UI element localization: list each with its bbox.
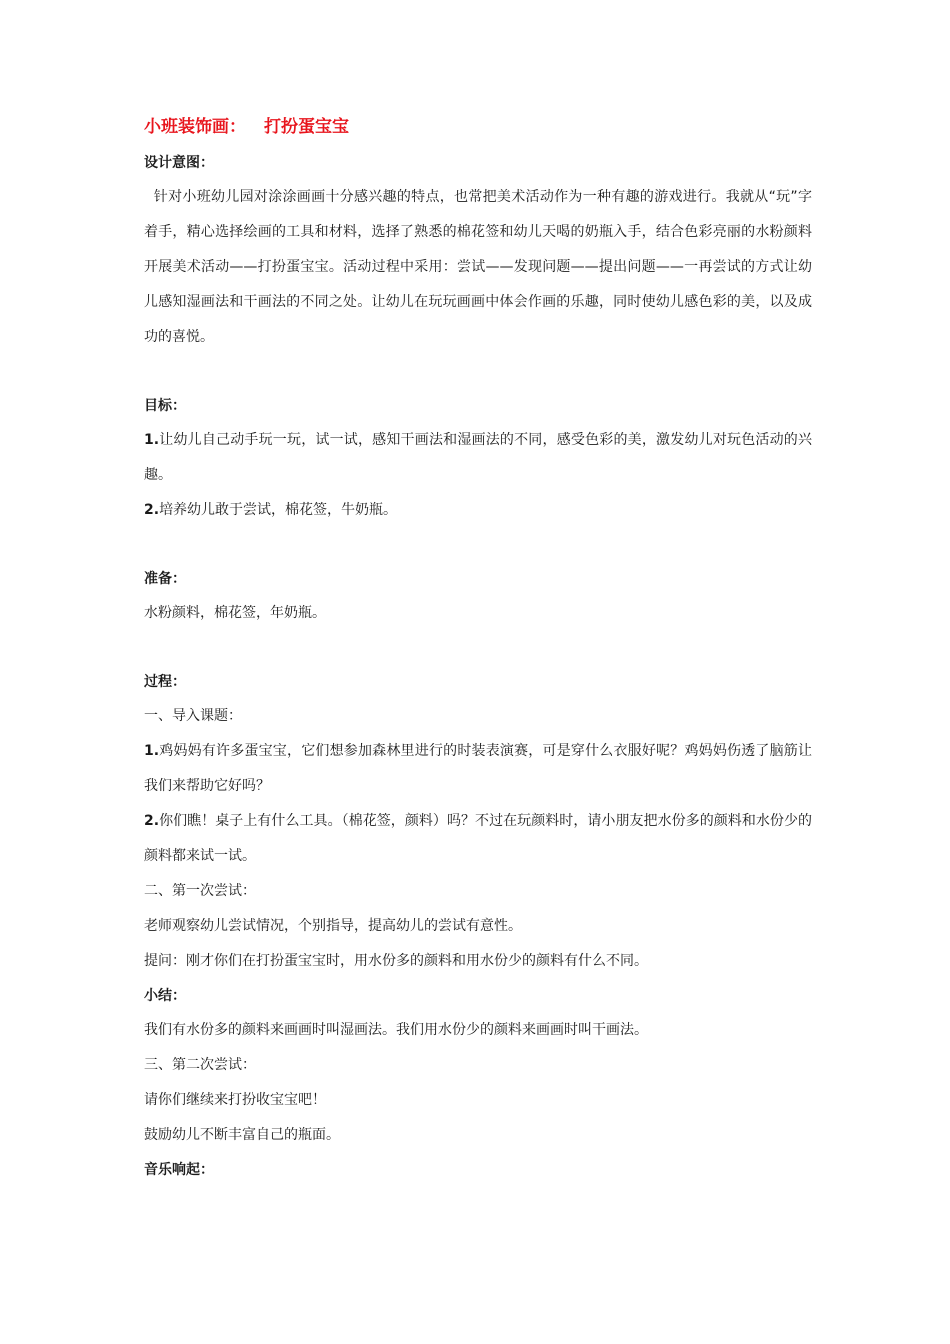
prep-heading: 准备： [144,571,186,587]
goal-item-2 [144,493,812,528]
goal-item-1 [144,423,812,493]
design-heading: 设计意图： [144,155,214,171]
summary-heading: 小结： [144,988,186,1004]
title-part-1: 小班装饰画： [144,117,246,137]
goal-item-1-number: 1. [144,432,160,448]
process-heading: 过程： [144,674,186,690]
step2-text-1: 老师观察幼儿尝试情况，个别指导，提高幼儿的尝试有意性。 [144,918,522,934]
step2-text-2: 提问：刚才你们在打扮蛋宝宝时，用水份多的颜料和用水份少的颜料有什么不同。 [144,953,648,969]
goal-item-1-text: 让幼儿自己动手玩一玩，试一试，感知干画法和湿画法的不同，感受色彩的美，激发幼儿对玩色活动的兴趣。 [144,432,812,483]
document-page [144,112,812,1187]
step1-item-2-text: 你们瞧！桌子上有什么工具。（棉花签，颜料）吗？不过在玩颜料时，请小朋友把水份多的颜料和水份少的颜料都来试一试。 [144,813,812,864]
music-heading: 音乐响起： [144,1162,214,1178]
step1-item-1-number: 1. [144,743,160,759]
step3-text-1: 请你们继续来打扮收宝宝吧！ [144,1092,326,1108]
goal-item-2-text: 培养幼儿敢于尝试，棉花签，牛奶瓶。 [159,502,398,518]
step1-item-1-text: 鸡妈妈有许多蛋宝宝，它们想参加森林里进行的时装表演赛，可是穿什么衣服好呢？鸡妈妈伤透了脑筋让我们来帮助它好吗？ [144,743,812,794]
document-title [144,112,812,142]
section-spacer [144,528,812,562]
step1-item-2-number: 2. [144,813,160,829]
design-paragraph: 针对小班幼儿园对涂涂画画十分感兴趣的特点，也常把美术活动作为一种有趣的游戏进行。我就从“玩”字着手，精心选择绘画的工具和材料，选择了熟悉的棉花签和幼儿天喝的奶瓶入手，结合色彩亮丽的水粉颜料开展美术活动——打扮蛋宝宝。活动过程中采用：尝试——发现问题——提出问题——一再尝试的方式让幼儿感知湿画法和干画法的不同之处。让幼儿在玩玩画画中体会作画的乐趣，同时使幼儿感色彩的美，以及成功的喜悦。 [144,189,812,345]
goal-heading: 目标： [144,398,186,414]
section-spacer [144,631,812,665]
step3-label: 三、第二次尝试： [144,1057,256,1073]
prep-text: 水粉颜料，棉花签，年奶瓶。 [144,605,326,621]
step1-item-1 [144,734,812,804]
step3-text-2: 鼓励幼儿不断丰富自己的瓶面。 [144,1127,340,1143]
goal-item-2-number: 2. [144,502,160,518]
section-spacer [144,355,812,389]
step1-item-2 [144,804,812,874]
title-part-2: 打扮蛋宝宝 [264,117,349,137]
step1-label: 一、导入课题： [144,708,242,724]
summary-text: 我们有水份多的颜料来画画时叫湿画法。我们用水份少的颜料来画画时叫干画法。 [144,1022,648,1038]
step2-label: 二、第一次尝试： [144,883,256,899]
